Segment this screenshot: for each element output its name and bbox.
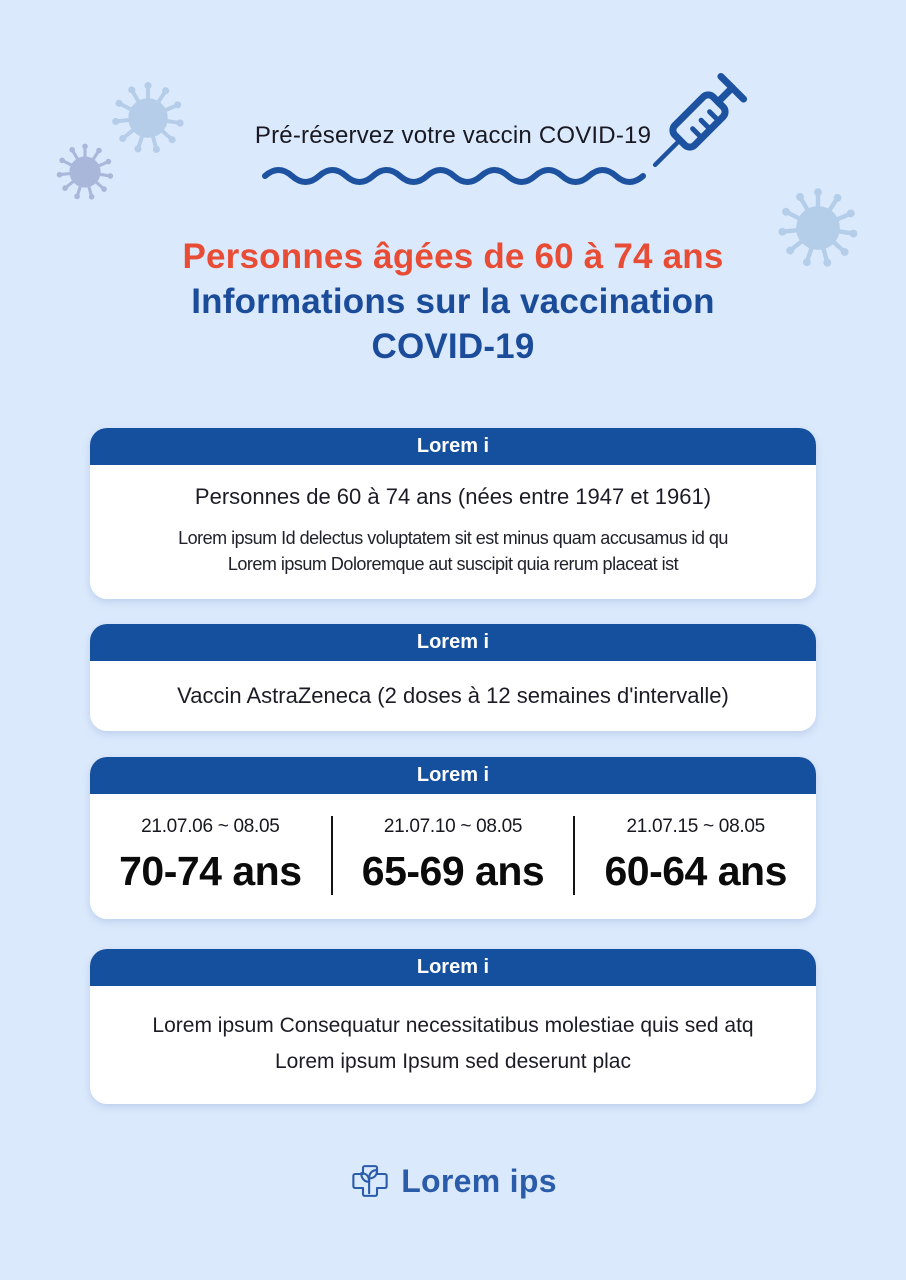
eligibility-note-line2: Lorem ipsum Doloremque aut suscipit quia rerum placeat ist xyxy=(227,554,679,574)
card-notes xyxy=(90,949,816,1104)
schedule-column xyxy=(573,816,816,895)
title-line-covid: COVID-19 xyxy=(371,327,535,366)
card-body xyxy=(90,661,816,731)
schedule-dates: 21.07.10 ~ 08.05 xyxy=(383,816,523,837)
title-line-age-group: Personnes âgées de 60 à 74 ans xyxy=(182,237,724,276)
schedule-dates: 21.07.06 ~ 08.05 xyxy=(141,816,280,837)
schedule-age-group: 65-69 ans xyxy=(361,848,545,894)
card-header: Lorem i xyxy=(90,757,816,794)
schedule-column xyxy=(331,816,574,895)
card-header: Lorem i xyxy=(90,624,816,661)
card-header: Lorem i xyxy=(90,949,816,986)
schedule-age-group: 70-74 ans xyxy=(119,848,302,894)
card-eligibility xyxy=(90,428,816,599)
title-line-info: Informations sur la vaccination xyxy=(191,282,715,321)
schedule-dates: 21.07.15 ~ 08.05 xyxy=(626,816,765,837)
vaccine-text: Vaccin AstraZeneca (2 doses à 12 semaines d'intervalle) xyxy=(177,683,729,708)
medical-cross-plant-icon xyxy=(349,1160,391,1202)
tagline: Pré-réservez votre vaccin COVID-19 xyxy=(254,122,652,149)
card-header: Lorem i xyxy=(90,428,816,465)
hero-section xyxy=(0,0,906,222)
schedule-column xyxy=(90,816,331,895)
footer-brand xyxy=(0,1160,906,1202)
note-line2: Lorem ipsum Ipsum sed deserunt plac xyxy=(274,1050,631,1073)
note-line1: Lorem ipsum Consequatur necessitatibus molestiae quis sed atq xyxy=(152,1014,754,1037)
schedule-age-group: 60-64 ans xyxy=(604,848,787,894)
eligibility-note xyxy=(110,525,796,577)
card-body xyxy=(90,465,816,599)
card-schedule xyxy=(90,757,816,919)
card-vaccine xyxy=(90,624,816,731)
eligibility-note-line1: Lorem ipsum Id delectus voluptatem sit est minus quam accusamus id qu xyxy=(178,528,728,548)
card-body xyxy=(90,794,816,919)
brand-name: Lorem ips xyxy=(401,1162,557,1199)
page-title xyxy=(0,234,906,369)
wavy-underline xyxy=(265,170,643,182)
card-body xyxy=(90,986,816,1104)
eligibility-title: Personnes de 60 à 74 ans (nées entre 1947 et 1961) xyxy=(194,484,712,509)
